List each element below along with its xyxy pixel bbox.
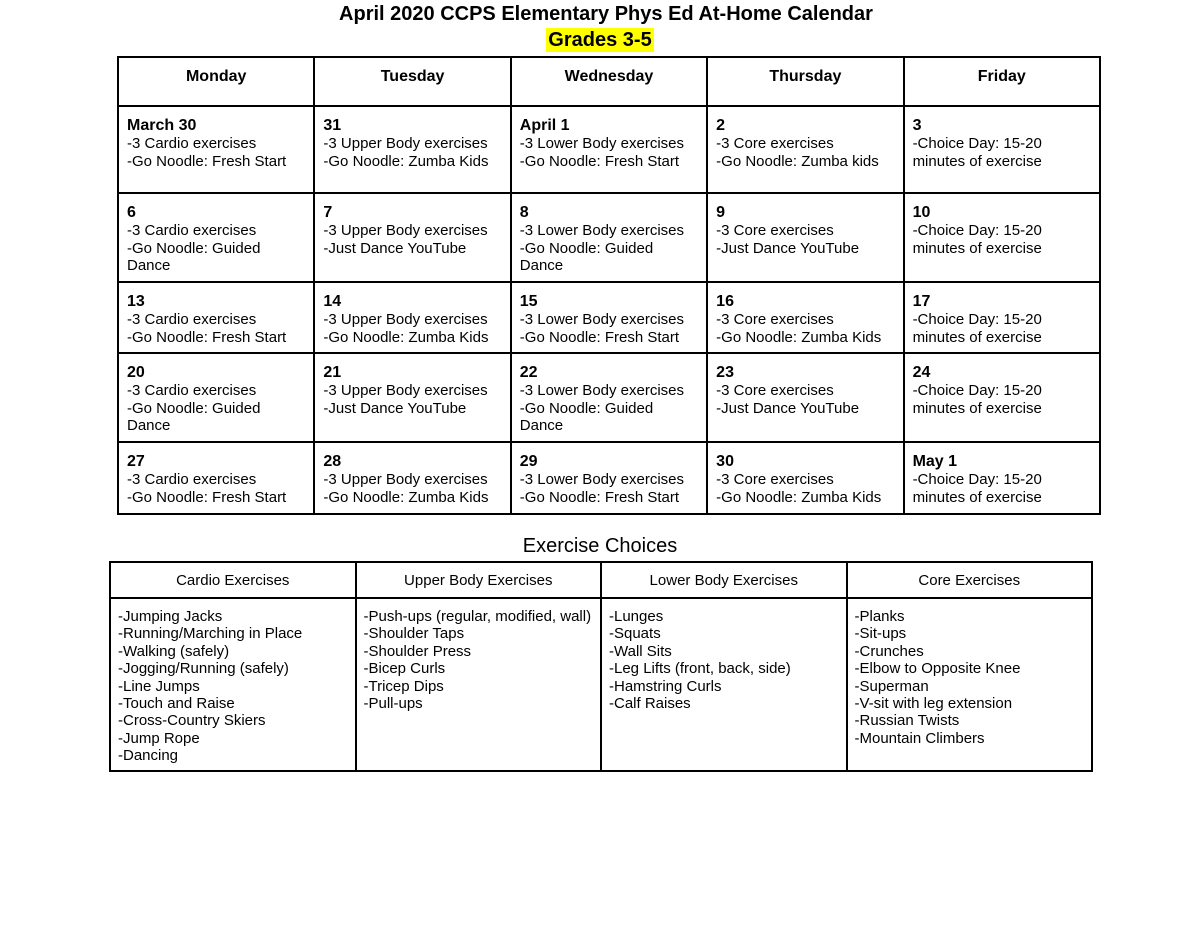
day-activity: -3 Lower Body exercises — [519, 135, 685, 152]
calendar-day-cell — [314, 193, 510, 282]
calendar-day-cell — [904, 106, 1100, 193]
day-date: 24 — [912, 364, 931, 381]
exercise-item: -Running/Marching in Place — [118, 625, 303, 643]
day-activity: -Go Noodle: Fresh Start — [519, 328, 680, 346]
day-date: 7 — [323, 204, 333, 221]
day-activity: -3 Lower Body exercises — [519, 311, 685, 328]
page-title: April 2020 CCPS Elementary Phys Ed At-Home Calendar — [339, 3, 873, 25]
exercise-item: -Sit-ups — [854, 625, 907, 643]
calendar-day-cell — [511, 193, 707, 282]
day-date: 9 — [716, 204, 726, 221]
calendar-week-row — [118, 106, 1100, 193]
exercise-item: -V-sit with leg extension — [854, 695, 1013, 713]
day-activity: -3 Cardio exercises — [127, 382, 257, 399]
weekday-header: Friday — [904, 57, 1100, 106]
day-activity: -3 Lower Body exercises — [519, 222, 685, 239]
day-activity: -3 Upper Body exercises — [323, 382, 488, 399]
day-activity: -Just Dance YouTube — [716, 239, 860, 257]
day-activity: -Go Noodle: Fresh Start — [127, 488, 287, 506]
day-date: April 1 — [519, 117, 570, 134]
calendar-day-cell — [707, 282, 903, 353]
day-activity: -Go Noodle: Guided Dance — [519, 239, 654, 274]
day-activity: -3 Upper Body exercises — [323, 222, 488, 239]
exercise-item: -Mountain Climbers — [854, 729, 985, 747]
calendar-week-row — [118, 442, 1100, 514]
day-activity: -Choice Day: 15-20 minutes of exercise — [912, 222, 1042, 257]
exercise-item: -Jumping Jacks — [118, 608, 223, 625]
exercise-item: -Line Jumps — [118, 677, 200, 695]
day-date: 23 — [716, 364, 734, 381]
calendar-day-cell — [904, 282, 1100, 353]
day-activity: -Go Noodle: Fresh Start — [127, 152, 287, 170]
calendar-day-cell — [314, 106, 510, 193]
day-activity: -3 Cardio exercises — [127, 222, 257, 239]
exercise-item: -Wall Sits — [609, 642, 672, 660]
exercise-list-cell — [356, 598, 602, 771]
day-activity: -3 Core exercises — [716, 222, 834, 239]
day-date: 20 — [127, 364, 145, 381]
day-activity: -Go Noodle: Fresh Start — [519, 152, 680, 170]
calendar-day-cell — [118, 193, 314, 282]
exercise-item: -Pull-ups — [363, 695, 423, 713]
exercise-item: -Hamstring Curls — [609, 677, 722, 695]
calendar-day-cell — [118, 442, 314, 514]
calendar-body — [118, 106, 1100, 514]
day-activity: -3 Cardio exercises — [127, 135, 257, 152]
day-activity: -3 Core exercises — [716, 311, 834, 328]
exercise-item: -Push-ups (regular, modified, wall) — [363, 608, 592, 625]
day-activity: -Just Dance YouTube — [716, 399, 860, 417]
day-activity: -Just Dance YouTube — [323, 239, 467, 257]
exercise-item: -Tricep Dips — [363, 677, 444, 695]
day-activity: -3 Cardio exercises — [127, 311, 257, 328]
calendar-day-cell — [118, 106, 314, 193]
calendar-day-cell — [314, 353, 510, 442]
exercise-choices-title: Exercise Choices — [522, 535, 678, 557]
day-activity: -Choice Day: 15-20 minutes of exercise — [912, 135, 1042, 170]
exercise-list-cell — [601, 598, 847, 771]
day-activity: -3 Upper Body exercises — [323, 471, 488, 488]
exercise-item: -Bicep Curls — [363, 660, 446, 678]
calendar-table — [117, 56, 1101, 515]
day-activity: -Go Noodle: Guided Dance — [127, 239, 261, 274]
exercise-column-heading: Cardio Exercises — [110, 562, 356, 598]
exercise-choices-table — [109, 561, 1093, 772]
day-date: 22 — [519, 364, 538, 381]
day-activity: -3 Lower Body exercises — [519, 471, 685, 488]
day-activity: -Go Noodle: Zumba Kids — [323, 488, 489, 506]
day-date: 8 — [519, 204, 529, 221]
day-activity: -3 Cardio exercises — [127, 471, 257, 488]
exercise-item: -Calf Raises — [609, 695, 691, 713]
day-date: 21 — [323, 364, 342, 381]
weekday-header-row — [118, 57, 1100, 106]
day-date: 17 — [912, 293, 931, 310]
day-activity: -Go Noodle: Fresh Start — [519, 488, 680, 506]
day-activity: -3 Core exercises — [716, 382, 834, 399]
day-date: 6 — [127, 204, 136, 221]
exercise-item: -Cross-Country Skiers — [118, 712, 266, 730]
day-date: 27 — [127, 453, 145, 470]
exercise-choices-body — [110, 598, 1092, 771]
exercise-header-row — [110, 562, 1092, 598]
exercise-list-cell — [110, 598, 356, 771]
day-activity: -Go Noodle: Fresh Start — [127, 328, 287, 346]
exercise-item: -Superman — [854, 677, 929, 695]
day-date: 13 — [127, 293, 145, 310]
day-activity: -Choice Day: 15-20 minutes of exercise — [912, 471, 1042, 506]
calendar-day-cell — [511, 442, 707, 514]
calendar-header — [118, 57, 1100, 106]
day-activity: -Go Noodle: Zumba Kids — [716, 328, 882, 346]
day-activity: -Go Noodle: Guided Dance — [127, 399, 261, 434]
day-activity: -Go Noodle: Zumba Kids — [323, 152, 489, 170]
calendar-day-cell — [314, 442, 510, 514]
calendar-day-cell — [707, 353, 903, 442]
exercise-item: -Leg Lifts (front, back, side) — [609, 660, 791, 678]
day-date: 2 — [716, 117, 726, 134]
exercise-item: -Shoulder Taps — [363, 625, 465, 643]
exercise-item: -Jogging/Running (safely) — [118, 660, 289, 678]
calendar-day-cell — [314, 282, 510, 353]
calendar-week-row — [118, 193, 1100, 282]
exercise-item: -Russian Twists — [854, 712, 960, 730]
calendar-day-cell — [904, 353, 1100, 442]
exercise-item: -Lunges — [609, 608, 664, 625]
weekday-header: Thursday — [707, 57, 903, 106]
exercise-item: -Dancing — [118, 747, 179, 765]
exercise-item: -Shoulder Press — [363, 642, 472, 660]
day-activity: -Go Noodle: Zumba Kids — [323, 328, 489, 346]
day-activity: -3 Lower Body exercises — [519, 382, 685, 399]
calendar-week-row — [118, 353, 1100, 442]
calendar-day-cell — [904, 193, 1100, 282]
exercise-item: -Touch and Raise — [118, 695, 235, 713]
weekday-header: Tuesday — [314, 57, 510, 106]
day-date: May 1 — [912, 453, 958, 470]
day-activity: -Just Dance YouTube — [323, 399, 467, 417]
calendar-day-cell — [511, 282, 707, 353]
subtitle-wrapper — [0, 28, 1200, 52]
exercise-column-heading: Upper Body Exercises — [356, 562, 602, 598]
day-date: 14 — [323, 293, 342, 310]
exercise-item: -Squats — [609, 625, 661, 643]
day-activity: -3 Core exercises — [716, 135, 834, 152]
day-date: 16 — [716, 293, 734, 310]
calendar-day-cell — [118, 282, 314, 353]
day-date: 15 — [519, 293, 538, 310]
exercise-list-row — [110, 598, 1092, 771]
weekday-header: Monday — [118, 57, 314, 106]
day-activity: -Go Noodle: Guided Dance — [519, 399, 654, 434]
calendar-day-cell — [511, 353, 707, 442]
calendar-day-cell — [511, 106, 707, 193]
day-date: March 30 — [127, 117, 197, 134]
day-activity: -3 Upper Body exercises — [323, 135, 488, 152]
day-date: 29 — [519, 453, 538, 470]
day-date: 30 — [716, 453, 734, 470]
day-date: 28 — [323, 453, 342, 470]
exercise-item: -Planks — [854, 608, 905, 625]
day-date: 10 — [912, 204, 931, 221]
exercise-choices-header — [110, 562, 1092, 598]
day-activity: -Go Noodle: Zumba Kids — [716, 488, 882, 506]
exercise-column-heading: Core Exercises — [847, 562, 1093, 598]
day-activity: -Choice Day: 15-20 minutes of exercise — [912, 382, 1042, 417]
exercise-item: -Elbow to Opposite Knee — [854, 660, 1021, 678]
exercise-item: -Walking (safely) — [118, 642, 230, 660]
calendar-week-row — [118, 282, 1100, 353]
day-activity: -Go Noodle: Zumba kids — [716, 152, 879, 170]
calendar-day-cell — [707, 442, 903, 514]
calendar-day-cell — [707, 193, 903, 282]
grade-level-subtitle: Grades 3-5 — [548, 29, 652, 51]
calendar-day-cell — [904, 442, 1100, 514]
weekday-header: Wednesday — [511, 57, 707, 106]
day-activity: -3 Upper Body exercises — [323, 311, 488, 328]
day-date: 3 — [912, 117, 922, 134]
day-activity: -3 Core exercises — [716, 471, 834, 488]
day-activity: -Choice Day: 15-20 minutes of exercise — [912, 311, 1042, 346]
exercise-item: -Jump Rope — [118, 729, 200, 747]
calendar-day-cell — [118, 353, 314, 442]
exercise-item: -Crunches — [854, 642, 924, 660]
calendar-day-cell — [707, 106, 903, 193]
day-date: 31 — [323, 117, 342, 134]
exercise-column-heading: Lower Body Exercises — [601, 562, 847, 598]
exercise-list-cell — [847, 598, 1093, 771]
